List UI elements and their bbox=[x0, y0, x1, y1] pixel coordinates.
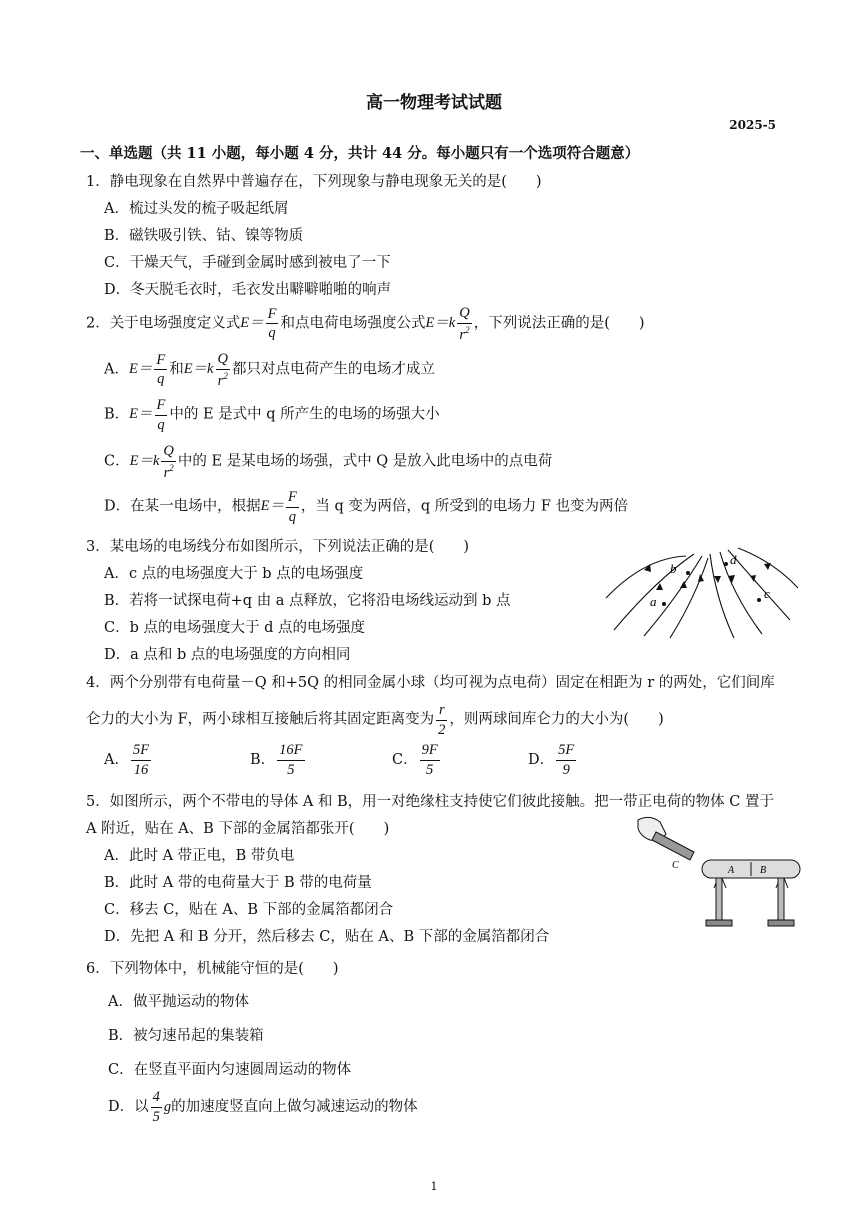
q4-line-2: 仑力的大小为 F，两小球相互接触后将其固定距离变为 $\frac{r}{2}$ ，则两球间库仑力的大小为( ) bbox=[86, 702, 664, 738]
page-number: 1 bbox=[430, 1180, 438, 1193]
stand-base bbox=[706, 920, 732, 926]
arrow-head bbox=[764, 563, 771, 570]
q3-stem: 3．某电场的电场线分布如图所示，下列说法正确的是( ) bbox=[86, 539, 470, 555]
q6-option-a: A．做平抛运动的物体 bbox=[108, 994, 249, 1010]
field-line bbox=[728, 550, 790, 620]
point-a bbox=[662, 602, 666, 606]
q2-option-a: A．E＝ $\frac{F}{q}$ 和E＝k $\frac{Q}{r^2}$ 都只对点电荷产生的电场才成立 bbox=[104, 351, 435, 389]
point-c bbox=[757, 598, 761, 602]
q3-option-b: B．若将一试探电荷+q 由 a 点释放，它将沿电场线运动到 b 点 bbox=[104, 593, 511, 609]
q3-option-d: D．a 点和 b 点的电场强度的方向相同 bbox=[104, 647, 351, 663]
conductor-figure bbox=[630, 814, 810, 934]
point-b bbox=[686, 571, 690, 575]
fraction-4-5: $\frac{4}{5}$ bbox=[152, 1089, 160, 1125]
q3-option-c: C．b 点的电场强度大于 d 点的电场强度 bbox=[104, 620, 365, 636]
arrow-head bbox=[728, 575, 735, 583]
q4-option-a: A． $\frac{5F}{16}$ bbox=[104, 742, 150, 778]
formula-e-f-over-q: E＝ $\frac{F}{q}$ bbox=[240, 305, 277, 342]
q1-option-b: B．磁铁吸引铁、钴、镍等物质 bbox=[104, 228, 304, 244]
formula-e-kq-over-r2: E＝k $\frac{Q}{r^2}$ bbox=[129, 443, 174, 481]
q6-option-c: C．在竖直平面内匀速圆周运动的物体 bbox=[108, 1062, 352, 1078]
label-a: A bbox=[728, 865, 735, 876]
arrow-head bbox=[698, 574, 704, 582]
label-c: c bbox=[764, 586, 770, 601]
q1-option-d: D．冬天脱毛衣时，毛衣发出噼噼啪啪的响声 bbox=[104, 282, 392, 298]
page-title: 高一物理考试试题 bbox=[366, 93, 502, 113]
q5-option-a: A．此时 A 带正电，B 带负电 bbox=[104, 848, 295, 864]
label-d: d bbox=[730, 552, 737, 567]
q6-option-d: D．以 $\frac{4}{5}$ g的加速度竖直向上做匀减速运动的物体 bbox=[108, 1089, 418, 1125]
insulating-stand bbox=[716, 878, 722, 922]
label-b: B bbox=[760, 865, 767, 876]
q1-option-a: A．梳过头发的梳子吸起纸屑 bbox=[104, 201, 289, 217]
q5-line-2: A 附近，贴在 A、B 下部的金属箔都张开( ) bbox=[86, 821, 390, 837]
stand-base bbox=[768, 920, 794, 926]
formula-e-f-over-q: E＝ $\frac{F}{q}$ bbox=[128, 351, 166, 388]
q6-stem: 6．下列物体中，机械能守恒的是( ) bbox=[86, 961, 339, 977]
label-c: C bbox=[672, 860, 679, 871]
formula-e-kq-over-r2: E＝k $\frac{Q}{r^2}$ bbox=[425, 305, 470, 343]
q2-stem: 2．关于电场强度定义式E＝ $\frac{F}{q}$ 和点电荷电场强度公式E＝k $\frac{Q}{r^2}$ ，下列说法正确的是( ) bbox=[86, 305, 645, 343]
q4-line-1: 4．两个分别带有电荷量－Q 和+5Q 的相同金属小球（均可视为点电荷）固定在相距为 r 的两处，它们间库 bbox=[86, 675, 775, 691]
label-a: a bbox=[650, 594, 657, 609]
q4-option-d: D． $\frac{5F}{9}$ bbox=[528, 742, 575, 778]
q5-option-c: C．移去 C，贴在 A、B 下部的金属箔都闭合 bbox=[104, 902, 394, 918]
q5-option-d: D．先把 A 和 B 分开，然后移去 C，贴在 A、B 下部的金属箔都闭合 bbox=[104, 929, 550, 945]
formula-e-f-over-q: E＝ $\frac{F}{q}$ bbox=[129, 397, 166, 433]
label-b: b bbox=[670, 561, 677, 576]
charged-rod-c bbox=[652, 832, 694, 860]
q4-option-c: C． $\frac{9F}{5}$ bbox=[392, 742, 438, 778]
q5-option-b: B．此时 A 带的电荷量大于 B 带的电荷量 bbox=[104, 875, 372, 891]
insulating-stand bbox=[778, 878, 784, 922]
q2-option-c: C．E＝k $\frac{Q}{r^2}$ 中的 E 是某电场的场强，式中 Q 是放入此电场中的点电荷 bbox=[104, 443, 553, 481]
formula-e-f-over-q: E＝ $\frac{F}{q}$ bbox=[260, 489, 297, 525]
q6-option-b: B．被匀速吊起的集装箱 bbox=[108, 1028, 264, 1044]
q3-option-a: A．c 点的电场强度大于 b 点的电场强度 bbox=[104, 566, 364, 582]
q2-option-b: B．E＝ $\frac{F}{q}$ 中的 E 是式中 q 所产生的电场的场强大小 bbox=[104, 397, 440, 433]
q5-line-1: 5．如图所示，两个不带电的导体 A 和 B，用一对绝缘柱支持使它们彼此接触。把一带正电荷的物体 C 置于 bbox=[86, 794, 774, 810]
q1-stem: 1．静电现象在自然界中普遍存在，下列现象与静电现象无关的是( ) bbox=[86, 174, 542, 190]
q2-option-d: D．在某一电场中，根据E＝ $\frac{F}{q}$ ，当 q 变为两倍，q 所受到的电场力 F 也变为两倍 bbox=[104, 489, 629, 525]
field-lines-figure bbox=[604, 540, 800, 640]
q4-option-b: B． $\frac{16F}{5}$ bbox=[250, 742, 303, 778]
formula-e-kq-over-r2: E＝k $\frac{Q}{r^2}$ bbox=[183, 351, 228, 389]
point-d bbox=[724, 562, 728, 566]
section-heading: 一、单选题（共 11 小题，每小题 4 分，共计 44 分。每小题只有一个选项符合题意） bbox=[80, 145, 640, 162]
exam-date: 2025-5 bbox=[729, 118, 776, 132]
q1-option-c: C．干燥天气，手碰到金属时感到被电了一下 bbox=[104, 255, 391, 271]
fraction-r-over-2: $\frac{r}{2}$ bbox=[438, 702, 446, 738]
